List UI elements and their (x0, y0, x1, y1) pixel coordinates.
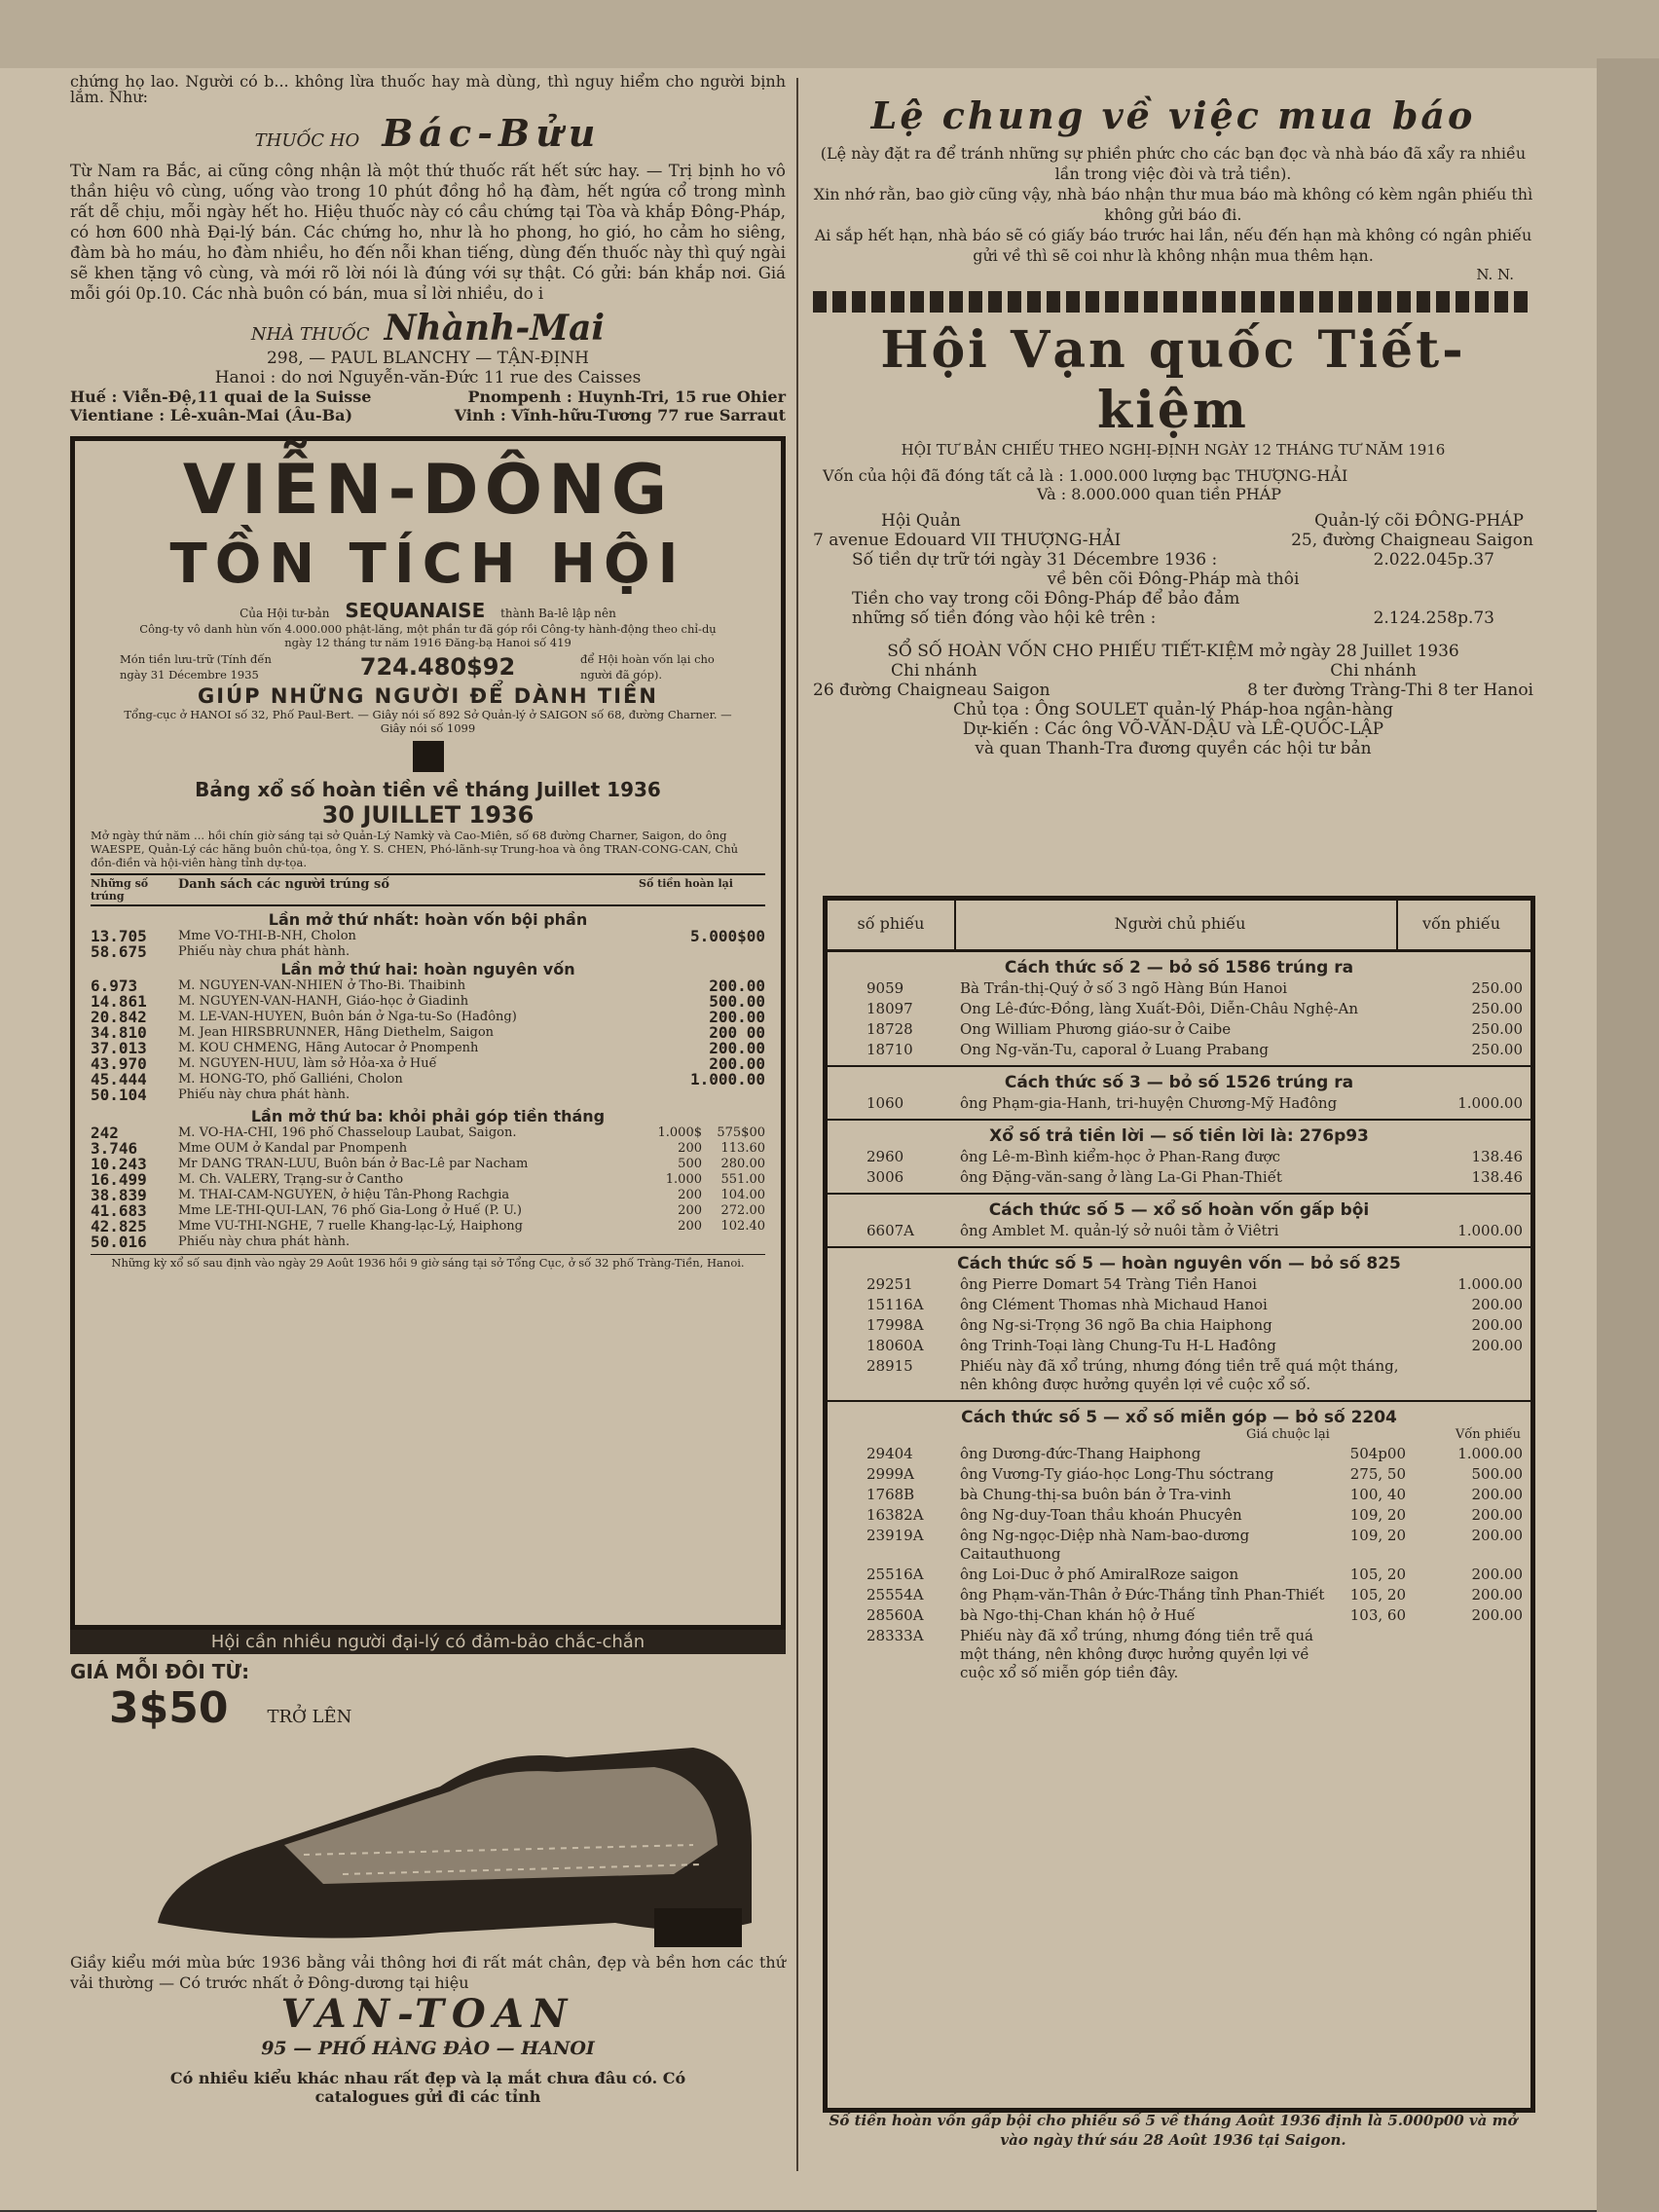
le-chung-body-3: Ai sắp hết hạn, nhà báo sẽ có giấy báo trước hai lần, nếu đến hạn mà không có ngân phiếu gửi về thì sẽ coi như là không nhận mua thêm hạn. (814, 226, 1532, 265)
ticket-number: 18060A (866, 1337, 924, 1354)
winner-row (91, 1025, 765, 1041)
winner-amount: 200.00 (709, 1039, 765, 1057)
hoi-quan-row (813, 511, 1533, 531)
ticket-owner: Ong Ng-văn-Tu, caporal ở Luang Prabang (960, 1041, 1269, 1058)
table-row (828, 1275, 1530, 1294)
du-tru-value: 2.022.045p.37 (1373, 550, 1494, 570)
winner-amount: 5.000$00 (689, 927, 765, 945)
footer-note: Số tiền hoàn vốn gấp bội cho phiếu số 5 về tháng Août 1936 định là 5.000p00 và mở vào ngày thứ sáu 28 Août 1936 tại Saigon. (829, 2112, 1518, 2149)
section-6-title: Cách thức số 5 — xổ số miễn góp — bỏ số 2204 (961, 1408, 1397, 1427)
col-amount: Số tiền hoàn lại (639, 877, 733, 890)
winner-number: 58.675 (91, 942, 147, 961)
winner-row (91, 1219, 765, 1235)
ticket-value: 200.00 (1471, 1337, 1523, 1354)
lan1-list (91, 929, 765, 960)
ticket-value: 1.000.00 (1457, 1445, 1523, 1462)
vien-dong-title: VIỄN-DÔNG (182, 450, 674, 530)
address-vientiane: Vientiane : Lê-xuân-Mai (Âu-Ba) (70, 406, 353, 424)
table-row (828, 1296, 1530, 1314)
ticket-owner: ông Lê-m-Bình kiểm-học ở Phan-Rang được (960, 1148, 1280, 1165)
ticket-owner: ông Vương-Ty giáo-học Long-Thu sóctrang (960, 1465, 1274, 1483)
table-row (828, 1168, 1530, 1187)
quan-ly-address: 25, đường Chaigneau Saigon (1291, 531, 1533, 550)
winner-name: M. KOU CHMENG, Hãng Autocar ở Pnompenh (178, 1041, 479, 1055)
hoi-address-row (813, 531, 1533, 550)
col-numbers: Những số trúng (91, 877, 149, 903)
column-divider (796, 78, 798, 2171)
winner-row (91, 1056, 765, 1072)
ticket-number: 1768B (866, 1486, 915, 1503)
table-header (828, 901, 1530, 952)
winner-name: M. HONG-TO, phố Galliéni, Cholon (178, 1072, 403, 1087)
shoe-illustration-icon (148, 1728, 771, 1952)
address-pnompenh: Pnompenh : Huynh-Tri, 15 rue Ohier (467, 387, 786, 406)
gia-chuoc-header: Giá chuộc lại (1246, 1427, 1330, 1442)
ticket-number: 16382A (866, 1506, 924, 1524)
ticket-owner: ông Ng-duy-Toan thầu khoán Phucyên (960, 1506, 1242, 1524)
col-names: Danh sách các người trúng số (178, 877, 390, 892)
redeem-price: 105, 20 (1349, 1586, 1406, 1604)
winner-amount: 1.000.00 (689, 1070, 765, 1088)
chi-nhanh-address-2: 8 ter đường Tràng-Thi 8 ter Hanoi (1247, 681, 1533, 700)
winner-row (91, 929, 765, 944)
redeem-price: 109, 20 (1349, 1527, 1406, 1544)
ticket-value: 200.00 (1471, 1606, 1523, 1624)
winner-refund: 104.00 (720, 1188, 765, 1202)
van-toan-ad (70, 1660, 786, 2069)
ticket-number: 2960 (866, 1148, 904, 1165)
redeem-price: 275, 50 (1349, 1465, 1406, 1483)
lottery-results-table (823, 896, 1535, 2113)
reserve-note: để Hội hoàn vốn lại cho người đã góp). (579, 652, 715, 682)
reserve-amount: 724.480$92 (359, 653, 516, 681)
ticket-value: 200.00 (1471, 1316, 1523, 1334)
chi-nhanh-1: Chi nhánh (891, 661, 977, 681)
hoi-quan: Hội Quản (881, 511, 961, 531)
winner-row (91, 1041, 765, 1056)
ticket-owner: bà Chung-thị-sa buôn bán ở Tra-vinh (960, 1486, 1232, 1503)
winner-number: 20.842 (91, 1008, 147, 1026)
redeem-price: 100, 40 (1349, 1486, 1406, 1503)
winner-number: 6.973 (91, 977, 138, 995)
ticket-value (1406, 1627, 1530, 1682)
adjacent-page-edge (1597, 58, 1659, 2212)
address-vinh: Vinh : Vĩnh-hữu-Tương 77 rue Sarraut (454, 406, 786, 424)
winner-row (91, 1203, 765, 1219)
agents-banner: Hội cần nhiều người đại-lý có đảm-bảo chắc-chắn (70, 1630, 786, 1654)
hoi-van-quoc-title: Hội Vạn quốc Tiết-kiệm (880, 320, 1466, 440)
ticket-owner: Bà Trần-thị-Quý ở số 3 ngõ Hàng Bún Hanoi (960, 979, 1288, 997)
section-1-title: Cách thức số 2 — bỏ số 1586 trúng ra (1004, 958, 1354, 977)
ticket-value: 200.00 (1471, 1586, 1523, 1604)
winner-paid: 1.000$ (657, 1125, 702, 1140)
section-1-rows (828, 979, 1530, 1059)
section-2-rows (828, 1094, 1530, 1113)
winner-name: Mme VU-THI-NGHE, 7 ruelle Khang-lạc-Lý, Haiphong (178, 1219, 523, 1234)
winner-row (91, 1072, 765, 1088)
winner-refund: 551.00 (720, 1172, 765, 1187)
winner-number: 45.444 (91, 1070, 147, 1088)
cho-vay-row (813, 589, 1533, 628)
right-column (813, 74, 1533, 758)
ticket-owner: ông Phạm-văn-Thân ở Đức-Thắng tỉnh Phan-Thiết (960, 1586, 1325, 1604)
sequanaise-prefix: Của Hội tư-bản (240, 607, 330, 620)
ticket-value: 200.00 (1471, 1527, 1523, 1544)
winner-name: Mme VO-THI-B-NH, Cholon (178, 929, 356, 943)
intro-text: chứng họ lao. Người có b... không lừa thuốc hay mà dùng, thì nguy hiểm cho người bịnh lắm. Như: (70, 72, 786, 106)
winner-name: M. Ch. VALERY, Trạng-sư ở Cantho (178, 1172, 404, 1187)
winner-name: M. Jean HIRSBRUNNER, Hãng Diethelm, Saigon (178, 1025, 495, 1040)
header-von-phieu: vốn phiếu (1421, 914, 1501, 933)
ticket-number: 29404 (866, 1445, 913, 1462)
ticket-number: 18728 (866, 1020, 913, 1038)
winner-row (91, 1235, 765, 1250)
thuoc-ho-body: Từ Nam ra Bắc, ai cũng công nhận là một thứ thuốc rất hết sức hay. — Trị bịnh ho vô thần hiệu vô cùng, uống vào trong 10 phút đồng hồ hạ đàm, hết ngứa cổ trong mình rất dễ chịu, mỗi ngày hết ho. Hiệu thuốc này có cầu chứng tại Tòa và khắp Đông-Pháp, có hơn 600 nhà Đại-lý bán. Các chứng ho, như là ho phong, ho gió, ho cảm ho siêng, đàm bà ho máu, ho đàm nhiều, ho đến nỗi khan tiếng, dùng đến thuốc này thì quý ngài sẽ khen tặng vô cùng, và mới rõ lời nói là đúng với sự thật. Có gửi: bán khắp nơi. Giá mỗi gói 0p.10. Các nhà buôn có bán, mua sỉ lời nhiều, do i (70, 162, 786, 303)
section-5 (828, 1248, 1530, 1402)
le-chung-title: Lệ chung về việc mua báo (870, 93, 1476, 137)
le-chung-body-1: (Lệ này đặt ra để tránh những sự phiền phức cho các bạn đọc và nhà báo đã xẩy ra nhiều lần trong việc đòi và trả tiền). (820, 144, 1527, 183)
ticket-value: 1.000.00 (1457, 1222, 1523, 1239)
top-band (0, 0, 1659, 70)
ticket-owner: ông Amblet M. quản-lý sở nuôi tằm ở Viêtri (960, 1222, 1279, 1239)
shoe-desc: Giầy kiểu mới mùa bức 1936 bằng vải thông hơi đi rất mát chân, đẹp và bền hơn các thứ vải thường — Có trước nhất ở Đông-dương tại hiệu (70, 1953, 786, 1992)
nha-thuoc-name: Nhành-Mai (384, 308, 606, 349)
ticket-number: 3006 (866, 1168, 904, 1186)
cho-vay-value: 2.124.258p.73 (1373, 608, 1494, 628)
bang-date: 30 JUILLET 1936 (321, 801, 535, 829)
reserve-label: Món tiền lưu-trữ (Tính đến ngày 31 Décembre 1935 (120, 652, 272, 682)
winner-row (91, 1157, 765, 1172)
lan1-title: Lần mở thứ nhất: hoàn vốn bội phần (268, 910, 588, 929)
table-row (828, 1566, 1530, 1584)
bang-xo-so: Bảng xổ số hoàn tiền về tháng Juillet 1936 (195, 778, 661, 801)
header-so-phieu: số phiếu (828, 901, 956, 949)
van-toan-address: 95 — PHỐ HÀNG ĐÀO — HANOI (261, 2038, 595, 2059)
winner-row (91, 1188, 765, 1203)
table-row (828, 1337, 1530, 1355)
table-row (828, 1527, 1530, 1564)
company-info: Công-ty vô danh hùn vốn 4.000.000 phật-lăng, một phần tư đã góp rồi Công-ty hành-động theo chỉ-dụ ngày 12 tháng tư năm 1916 Đăng-bạ Hanoi số 419 (139, 622, 717, 649)
section-4-title: Cách thức số 5 — xổ số hoàn vốn gấp bội (988, 1200, 1370, 1220)
redeem-price: 105, 20 (1349, 1566, 1406, 1583)
table-row (828, 1506, 1530, 1525)
winner-number: 42.825 (91, 1217, 147, 1235)
nha-thuoc-heading (70, 308, 786, 349)
section-6-subheader (828, 1427, 1530, 1443)
winners-header (91, 873, 765, 906)
winner-row (91, 1172, 765, 1188)
winner-name: M. NGUYEN-HUU, làm sở Hỏa-xa ở Huế (178, 1056, 437, 1071)
winner-number: 10.243 (91, 1155, 147, 1173)
table-row (828, 1094, 1530, 1113)
thuoc-ho-heading (70, 111, 786, 155)
sequanaise-suffix: thành Ba-lê lập nên (500, 607, 616, 620)
winner-name: M. LE-VAN-HUYEN, Buôn bán ở Nga-tu-So (Hađông) (178, 1010, 517, 1024)
address-main: 298, — PAUL BLANCHY — TẬN-ĐỊNH (266, 349, 589, 368)
lan2-title: Lần mở thứ hai: hoàn nguyên vốn (280, 960, 575, 978)
section-2 (828, 1067, 1530, 1121)
lan3-title: Lần mở thứ ba: khỏi phải góp tiền tháng (250, 1107, 606, 1125)
winner-number: 242 (91, 1124, 119, 1142)
section-3 (828, 1121, 1530, 1195)
von-line-1: Vốn của hội đã đóng tất cả là : 1.000.000 lượng bạc THƯỢNG-HẢI (823, 466, 1348, 485)
table-row (828, 1606, 1530, 1625)
redeem-price: 504p00 (1349, 1445, 1406, 1462)
address-hue: Huế : Viễn-Đệ,11 quai de la Suisse (70, 387, 372, 406)
nha-thuoc-label: NHÀ THUỐC (250, 324, 370, 345)
sequanaise-name: SEQUANAISE (345, 599, 486, 622)
winner-row (91, 1010, 765, 1025)
winner-paid: 200 (678, 1141, 702, 1156)
ticket-number: 15116A (866, 1296, 924, 1313)
ticket-number: 9059 (866, 979, 904, 997)
winner-amount: 200 00 (709, 1023, 765, 1042)
du-tru: Số tiền dự trữ tới ngày 31 Décembre 1936 : (852, 550, 1218, 570)
section-3-rows (828, 1148, 1530, 1187)
ticket-value: 1.000.00 (1457, 1094, 1523, 1112)
address-row-1 (70, 387, 786, 406)
reserve-money-row (91, 649, 765, 684)
winner-number: 38.839 (91, 1186, 147, 1204)
winner-refund: 102.40 (720, 1219, 765, 1234)
winner-number: 50.016 (91, 1233, 147, 1251)
section-2-title: Cách thức số 3 — bỏ số 1526 trúng ra (1004, 1073, 1354, 1092)
ticket-owner: ông Ng-ngọc-Diệp nhà Nam-bao-dương Caitauthuong (960, 1527, 1250, 1563)
ticket-value: 200.00 (1471, 1566, 1523, 1583)
winner-name: Phiếu này chưa phát hành. (178, 944, 350, 959)
von-phieu-header: Vốn phiếu (1455, 1427, 1521, 1442)
du-tru-row (813, 550, 1533, 570)
winner-refund (702, 1235, 765, 1250)
winner-name: M. NGUYEN-VAN-HANH, Giáo-học ở Giadinh (178, 994, 469, 1009)
winner-number: 37.013 (91, 1039, 147, 1057)
table-row (828, 1222, 1530, 1240)
winner-row (91, 978, 765, 994)
ticket-value: 200.00 (1471, 1506, 1523, 1524)
table-row (828, 1357, 1530, 1394)
ticket-owner: Phiếu này đã xổ trúng, nhưng đóng tiền trễ quá một tháng, nên không được hưởng quyền lợi về cuộc xổ số miễn góp tiền đây. (960, 1627, 1313, 1681)
left-column (70, 74, 786, 2106)
sequanaise-line (91, 599, 765, 622)
winner-row (91, 1141, 765, 1157)
ticket-number: 25554A (866, 1586, 924, 1604)
winner-row (91, 1125, 765, 1141)
ticket-owner: ông Dương-đức-Thang Haiphong (960, 1445, 1201, 1462)
winner-paid: 200 (678, 1203, 702, 1218)
winner-name: M. VO-HA-CHI, 196 phố Chasseloup Laubat, Saigon. (178, 1125, 517, 1140)
table-row (828, 1586, 1530, 1604)
winner-refund: 280.00 (720, 1157, 765, 1171)
ticket-owner: ông Đặng-văn-sang ở làng La-Gi Phan-Thiết (960, 1168, 1282, 1186)
va-quan: và quan Thanh-Tra đương quyền các hội tư bản (975, 739, 1372, 758)
von-line-2: Và : 8.000.000 quan tiền PHÁP (1037, 485, 1281, 503)
winner-row (91, 994, 765, 1010)
winner-amount: 500.00 (709, 992, 765, 1011)
winner-row (91, 1088, 765, 1103)
thuoc-ho-label: THUỐC HO (254, 130, 360, 151)
winner-paid (639, 1235, 702, 1250)
ticket-owner: Ong William Phương giáo-sư ở Caibe (960, 1020, 1232, 1038)
table-row (828, 979, 1530, 998)
ticket-owner: ông Loi-Duc ở phố AmiralRoze saigon (960, 1566, 1239, 1583)
lan3-list (91, 1125, 765, 1250)
ve-ben: về bên cõi Đông-Pháp mà thôi (1047, 570, 1300, 589)
ticket-owner: ông Ng-si-Trọng 36 ngõ Ba chia Haiphong (960, 1316, 1272, 1334)
redeem-price: 109, 20 (1349, 1506, 1406, 1524)
winner-refund: 575$00 (717, 1125, 765, 1140)
ticket-number: 17998A (866, 1316, 924, 1334)
winner-refund: 272.00 (720, 1203, 765, 1218)
winner-number: 41.683 (91, 1201, 147, 1220)
winner-paid: 200 (678, 1219, 702, 1234)
ticket-value: 200.00 (1471, 1486, 1523, 1503)
price-row (109, 1683, 786, 1733)
ticket-value: 250.00 (1471, 1020, 1523, 1038)
lan2-list (91, 978, 765, 1103)
address-row-2 (70, 406, 786, 424)
section-6-rows (828, 1445, 1530, 1682)
ticket-number: 28915 (866, 1357, 913, 1375)
table-row (828, 1020, 1530, 1039)
section-5-title: Cách thức số 5 — hoàn nguyên vốn — bỏ số 825 (957, 1254, 1401, 1273)
table-row (828, 1000, 1530, 1018)
winner-number: 14.861 (91, 992, 147, 1011)
winner-name: Mr DANG TRAN-LUU, Buôn bán ở Bac-Lê par Nacham (178, 1157, 529, 1171)
winner-row (91, 944, 765, 960)
winner-paid: 200 (678, 1188, 702, 1202)
winner-name: Mme OUM ở Kandal par Pnompenh (178, 1141, 408, 1156)
bang-desc: Mở ngày thứ năm ... hồi chín giờ sáng tại sở Quản-Lý Namkỳ và Cao-Miên, số 68 đường Charner, Saigon, do ông WAESPE, Quản-Lý các hãng buôn chủ-tọa, ông Y. S. CHEN, Phó-lãnh-sự Trung-hoa và ông TRAN-CONG-CAN, Chủ đồn-điền và hội-viên hàng tỉnh dự-tọa. (91, 829, 739, 869)
quan-ly: Quản-lý cõi ĐÔNG-PHÁP (1314, 511, 1524, 531)
winner-amount: 200.00 (709, 1054, 765, 1073)
ticket-owner: Ong Lê-đức-Đồng, làng Xuất-Đôi, Diễn-Châu Nghệ-An (960, 1000, 1359, 1017)
ton-tich-hoi-title: TỒN TÍCH HỘI (169, 533, 686, 596)
ticket-value (1406, 1357, 1530, 1394)
chi-nhanh-row (813, 661, 1533, 681)
winner-number: 13.705 (91, 927, 147, 945)
so-xo-heading: SỔ SỐ HOÀN VỐN CHO PHIẾU TIẾT-KIỆM mở ngày 28 Juillet 1936 (887, 642, 1459, 661)
winner-name: Phiếu này chưa phát hành. (178, 1235, 350, 1249)
ticket-number: 18710 (866, 1041, 913, 1058)
winner-name: Mme LE-THI-QUI-LAN, 76 phố Gia-Long ở Huế (P. U.) (178, 1203, 522, 1218)
redeem-price (1338, 1627, 1406, 1682)
chi-nhanh-2: Chi nhánh (1330, 661, 1417, 681)
du-kien: Dự-kiến : Các ông VÕ-VĂN-DẬU và LÊ-QUỐC-LẬP (962, 719, 1384, 739)
le-chung-signature: N. N. (1476, 266, 1514, 283)
hoi-subtitle: HỘI TƯ BẢN CHIẾU THEO NGHỊ-ĐỊNH NGÀY 12 THÁNG TƯ NĂM 1916 (901, 441, 1446, 459)
winner-amount (639, 1088, 765, 1103)
winner-number: 3.746 (91, 1139, 138, 1158)
tong-cuc-info: Tổng-cục ở HANOI số 32, Phố Paul-Bert. — Giây nói số 892 Sở Quản-lý ở SAIGON số 68, đường Charner. — Giây nói số 1099 (124, 708, 732, 735)
giup-nhung-nguoi: GIÚP NHỮNG NGƯỜI ĐỂ DÀNH TIỀN (198, 684, 658, 708)
table-row (828, 1627, 1530, 1682)
ticket-value: 200.00 (1471, 1296, 1523, 1313)
winner-refund: 113.60 (720, 1141, 765, 1156)
ticket-number: 23919A (866, 1527, 924, 1544)
chu-toa: Chủ tọa : Ông SOULET quản-lý Pháp-hoa ngân-hàng (952, 700, 1394, 719)
table-row (828, 1316, 1530, 1335)
hoi-quan-address: 7 avenue Edouard VII THƯỢNG-HẢI (813, 531, 1122, 550)
ticket-number: 25516A (866, 1566, 924, 1583)
ticket-value: 500.00 (1471, 1465, 1523, 1483)
ticket-number: 2999A (866, 1465, 915, 1483)
ticket-value: 1.000.00 (1457, 1275, 1523, 1293)
ticket-value: 250.00 (1471, 1000, 1523, 1017)
vien-dong-ad (70, 436, 786, 1630)
van-toan-name: VAN-TOAN (280, 1991, 575, 2037)
ticket-number: 28560A (866, 1606, 924, 1624)
ticket-value: 250.00 (1471, 979, 1523, 997)
tro-len: TRỞ LÊN (267, 1707, 352, 1727)
ticket-owner: ông Pierre Domart 54 Tràng Tiền Hanoi (960, 1275, 1257, 1293)
ticket-number: 18097 (866, 1000, 913, 1017)
thuoc-ho-name: Bác-Bửu (382, 111, 602, 155)
section-1 (828, 952, 1530, 1067)
winner-paid: 500 (678, 1157, 702, 1171)
ticket-owner: Phiếu này đã xổ trúng, nhưng đóng tiền trễ quá một tháng, nên không được hưởng quyền lợi về cuộc xổ số. (960, 1357, 1399, 1393)
black-square-ornament (413, 741, 444, 772)
ticket-number: 6607A (866, 1222, 915, 1239)
section-6 (828, 1402, 1530, 1688)
section-3-title: Xổ số trả tiền lời — số tiền lời là: 276p93 (989, 1126, 1369, 1146)
ticket-owner: ông Clément Thomas nhà Michaud Hanoi (960, 1296, 1268, 1313)
winner-amount: 200.00 (709, 1008, 765, 1026)
ticket-number: 29251 (866, 1275, 913, 1293)
redeem-price: 103, 60 (1349, 1606, 1406, 1624)
table-row (828, 1148, 1530, 1166)
wave-divider (813, 291, 1533, 313)
ticket-number: 1060 (866, 1094, 904, 1112)
winner-number: 34.810 (91, 1023, 147, 1042)
shoe-price: 3$50 (109, 1683, 229, 1733)
address-hanoi: Hanoi : do nơi Nguyễn-văn-Đức 11 rue des Caisses (214, 368, 642, 387)
le-chung-body-2: Xin nhớ rằn, bao giờ cũng vậy, nhà báo nhận thư mua báo mà không có kèm ngân phiếu thì không gửi báo đi. (813, 185, 1533, 224)
gia-moi-doi: GIÁ MỖI ĐÔI TỪ: (70, 1660, 250, 1683)
section-4 (828, 1195, 1530, 1248)
winner-number: 50.104 (91, 1086, 147, 1104)
ticket-value: 138.46 (1471, 1168, 1523, 1186)
winner-number: 43.970 (91, 1054, 147, 1073)
ticket-number: 28333A (866, 1627, 924, 1644)
ticket-owner: ông Trinh-Toại làng Chung-Tu H-L Hađông (960, 1337, 1276, 1354)
table-row (828, 1445, 1530, 1463)
chi-nhanh-address-1: 26 đường Chaigneau Saigon (813, 681, 1051, 700)
winner-name: M. NGUYEN-VAN-NHIEN ở Tho-Bi. Thaibinh (178, 978, 466, 993)
ticket-owner: bà Ngo-thị-Chan khán hộ ở Huế (960, 1606, 1196, 1624)
winner-amount (639, 944, 765, 960)
ticket-value: 138.46 (1471, 1148, 1523, 1165)
winner-name: Phiếu này chưa phát hành. (178, 1088, 350, 1102)
ticket-value: 250.00 (1471, 1041, 1523, 1058)
table-row (828, 1041, 1530, 1059)
winner-amount: 200.00 (709, 977, 765, 995)
section-5-rows (828, 1275, 1530, 1394)
van-toan-note: Có nhiều kiểu khác nhau rất đẹp và lạ mắt chưa đâu có. Có catalogues gửi đi các tỉnh (169, 2069, 686, 2106)
chi-nhanh-address-row (813, 681, 1533, 700)
next-draw: Những kỳ xổ số sau định vào ngày 29 Août 1936 hồi 9 giờ sáng tại sở Tổng Cục, ở số 32 phố Tràng-Tiền, Hanoi. (91, 1254, 765, 1271)
winner-paid: 1.000 (665, 1172, 702, 1187)
section-4-rows (828, 1222, 1530, 1240)
winner-number: 16.499 (91, 1170, 147, 1189)
header-nguoi-chu: Người chủ phiếu (956, 901, 1398, 949)
table-row (828, 1486, 1530, 1504)
ticket-owner: ông Phạm-gia-Hanh, tri-huyện Chương-Mỹ Hađông (960, 1094, 1338, 1112)
cho-vay: Tiền cho vay trong cõi Đông-Pháp để bảo đảm những số tiền đóng vào hội kê trên : (852, 589, 1240, 628)
table-row (828, 1465, 1530, 1484)
winner-name: M. THAI-CAM-NGUYEN, ở hiệu Tân-Phong Rachgia (178, 1188, 510, 1202)
